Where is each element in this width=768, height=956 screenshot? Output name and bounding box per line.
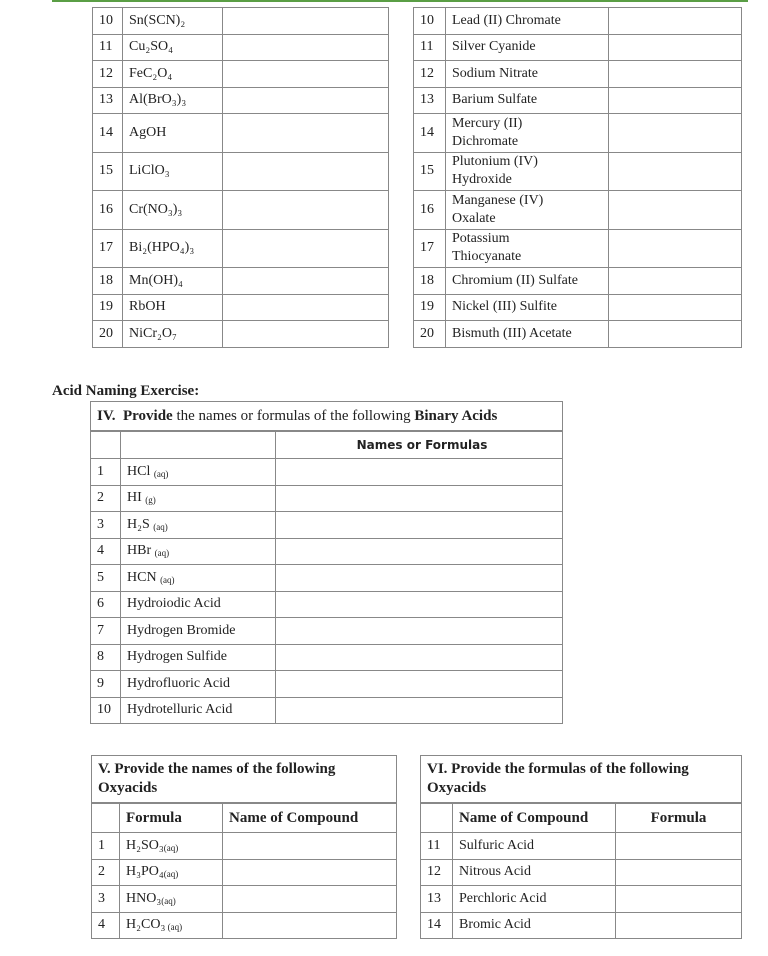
row-number: 19 xyxy=(414,294,446,321)
row-number: 8 xyxy=(91,644,121,671)
row-number: 19 xyxy=(93,294,123,321)
caption-line: V. Provide the names of the following xyxy=(98,761,336,777)
name-cell xyxy=(446,152,609,191)
row-number: 9 xyxy=(91,671,121,698)
formula-cell: RbOH xyxy=(123,294,223,321)
answer-cell[interactable] xyxy=(223,294,389,321)
name-cell: Bromic Acid xyxy=(453,912,616,939)
answer-cell[interactable] xyxy=(276,512,563,539)
name-cell: Nitrous Acid xyxy=(453,859,616,886)
state-label: (aq) xyxy=(160,574,175,585)
formula-cell: Cr(NO₃)₃ xyxy=(123,191,223,230)
table-row xyxy=(91,538,563,565)
table-row xyxy=(414,294,742,321)
oxyacid-names-table xyxy=(91,755,397,939)
state-label: (aq) xyxy=(163,842,179,853)
caption-line: Oxyacids xyxy=(98,780,158,796)
formula-cell: Bi₂(HPO₄)₃ xyxy=(123,229,223,268)
answer-cell[interactable] xyxy=(276,644,563,671)
table-row xyxy=(414,321,742,348)
formula-cell xyxy=(120,886,223,913)
formula-cell xyxy=(120,859,223,886)
row-number: 12 xyxy=(421,859,453,886)
row-number: 11 xyxy=(414,34,446,61)
state-label: (g) xyxy=(145,495,156,506)
row-number: 13 xyxy=(421,886,453,913)
formula-text: H₂CO₃ xyxy=(126,917,166,933)
row-number: 1 xyxy=(91,459,121,486)
acid-section-heading: Acid Naming Exercise: xyxy=(52,383,200,399)
ionic-formulas-table xyxy=(92,7,389,348)
row-number: 2 xyxy=(91,485,121,512)
state-label: (aq) xyxy=(163,869,179,880)
formula-cell: NiCr₂O₇ xyxy=(123,321,223,348)
answer-cell[interactable] xyxy=(223,191,389,230)
answer-cell[interactable] xyxy=(223,321,389,348)
table-row xyxy=(414,268,742,295)
name-header: Name of Compound xyxy=(223,803,397,833)
table-row xyxy=(91,671,563,698)
column-header-row xyxy=(91,431,563,459)
row-number: 15 xyxy=(93,152,123,191)
table-row xyxy=(91,512,563,539)
answer-cell[interactable] xyxy=(609,268,742,295)
state-label: (aq) xyxy=(153,521,168,532)
answer-cell[interactable] xyxy=(223,114,389,153)
row-number: 4 xyxy=(91,538,121,565)
table-row xyxy=(93,191,389,230)
table-row xyxy=(92,859,397,886)
row-number: 12 xyxy=(93,61,123,88)
table-row xyxy=(414,191,742,230)
state-label: (aq) xyxy=(161,895,176,906)
oxyacid-formulas-caption xyxy=(421,756,742,804)
answer-cell[interactable] xyxy=(276,485,563,512)
acid-cell xyxy=(121,459,276,486)
table-row xyxy=(91,697,563,724)
answer-cell[interactable] xyxy=(616,833,742,860)
answer-cell[interactable] xyxy=(609,321,742,348)
name-cell: Nickel (III) Sulfite xyxy=(446,294,609,321)
row-number: 10 xyxy=(414,8,446,35)
caption-line: VI. Provide the formulas of the following xyxy=(427,761,689,777)
formula-cell: Cu₂SO₄ xyxy=(123,34,223,61)
table-row xyxy=(92,912,397,939)
answer-cell[interactable] xyxy=(276,618,563,645)
table-row xyxy=(421,833,742,860)
name-cell: Chromium (II) Sulfate xyxy=(446,268,609,295)
table-row xyxy=(414,229,742,268)
acid-text: Hydrotelluric Acid xyxy=(127,702,233,718)
name-cell: Lead (II) Chromate xyxy=(446,8,609,35)
caption-text: the names or formulas of the following xyxy=(172,407,415,424)
acid-text: Hydroiodic Acid xyxy=(127,596,221,612)
state-label: (aq) xyxy=(153,468,169,479)
row-number: 14 xyxy=(93,114,123,153)
row-number: 20 xyxy=(414,321,446,348)
answer-cell[interactable] xyxy=(223,229,389,268)
table-row xyxy=(93,321,389,348)
formula-cell: Sn(SCN)₂ xyxy=(123,8,223,35)
table-row xyxy=(414,61,742,88)
acid-text: HI xyxy=(127,490,142,506)
formula-text: H₂SO₃ xyxy=(126,837,164,853)
row-number: 11 xyxy=(93,34,123,61)
row-number: 16 xyxy=(414,191,446,230)
name-cell xyxy=(446,114,609,153)
table-row xyxy=(414,8,742,35)
state-label: (aq) xyxy=(154,548,170,559)
answer-cell[interactable] xyxy=(223,61,389,88)
names-or-formulas-header: Names or Formulas xyxy=(276,431,563,459)
answer-cell[interactable] xyxy=(616,859,742,886)
answer-cell[interactable] xyxy=(616,886,742,913)
name-cell: Silver Cyanide xyxy=(446,34,609,61)
answer-cell[interactable] xyxy=(609,61,742,88)
caption-line: Oxyacids xyxy=(427,780,487,796)
acid-cell xyxy=(121,697,276,724)
answer-cell[interactable] xyxy=(609,294,742,321)
answer-cell[interactable] xyxy=(276,459,563,486)
name-cell xyxy=(446,191,609,230)
answer-cell[interactable] xyxy=(609,191,742,230)
oxyacid-names-caption xyxy=(92,756,397,804)
acid-cell xyxy=(121,538,276,565)
table-row xyxy=(93,114,389,153)
acid-cell xyxy=(121,591,276,618)
acid-text: HBr xyxy=(127,543,152,559)
table-row xyxy=(93,8,389,35)
name-header: Name of Compound xyxy=(453,803,616,833)
row-number: 12 xyxy=(414,61,446,88)
formula-cell: LiClO₃ xyxy=(123,152,223,191)
table-row xyxy=(93,87,389,114)
roman-numeral: IV. xyxy=(97,407,116,424)
table-row xyxy=(93,294,389,321)
row-number: 13 xyxy=(93,87,123,114)
formula-cell: Al(BrO₃)₃ xyxy=(123,87,223,114)
name-line: Hydroxide xyxy=(452,172,512,188)
table-row xyxy=(93,268,389,295)
acid-text: HCl xyxy=(127,463,151,479)
name-line: Thiocyanate xyxy=(452,249,522,265)
answer-cell[interactable] xyxy=(609,8,742,35)
answer-cell[interactable] xyxy=(223,87,389,114)
formula-cell: FeC₂O₄ xyxy=(123,61,223,88)
row-number: 15 xyxy=(414,152,446,191)
acid-cell xyxy=(121,512,276,539)
caption-emphasis: Binary Acids xyxy=(414,407,498,424)
table-row xyxy=(414,87,742,114)
oxyacid-formulas-table xyxy=(420,755,742,939)
table-row xyxy=(92,886,397,913)
acid-text: Hydrogen Bromide xyxy=(127,622,236,638)
top-rule xyxy=(52,0,748,2)
row-number: 16 xyxy=(93,191,123,230)
row-number: 7 xyxy=(91,618,121,645)
name-cell: Barium Sulfate xyxy=(446,87,609,114)
table-row xyxy=(91,618,563,645)
answer-cell[interactable] xyxy=(276,565,563,592)
row-number: 4 xyxy=(92,912,120,939)
column-header-row xyxy=(92,803,397,833)
name-line: Dichromate xyxy=(452,133,519,149)
answer-cell[interactable] xyxy=(223,912,397,939)
name-cell: Sulfuric Acid xyxy=(453,833,616,860)
row-number: 5 xyxy=(91,565,121,592)
ionic-names-table xyxy=(413,7,742,348)
acid-cell xyxy=(121,618,276,645)
name-line: Potassium xyxy=(452,231,510,247)
answer-cell[interactable] xyxy=(609,34,742,61)
acid-cell xyxy=(121,485,276,512)
table-row xyxy=(421,859,742,886)
acid-cell xyxy=(121,671,276,698)
binary-acids-table xyxy=(90,401,563,724)
row-number: 18 xyxy=(93,268,123,295)
row-number: 2 xyxy=(92,859,120,886)
table-row xyxy=(93,229,389,268)
row-number: 18 xyxy=(414,268,446,295)
table-row xyxy=(91,485,563,512)
answer-cell[interactable] xyxy=(276,697,563,724)
row-number: 14 xyxy=(421,912,453,939)
table-row xyxy=(91,565,563,592)
answer-cell[interactable] xyxy=(223,833,397,860)
answer-cell[interactable] xyxy=(223,34,389,61)
caption-verb: Provide xyxy=(123,407,173,424)
row-number: 13 xyxy=(414,87,446,114)
table-caption-row xyxy=(421,756,742,804)
name-cell: Sodium Nitrate xyxy=(446,61,609,88)
row-number: 6 xyxy=(91,591,121,618)
formula-cell: Mn(OH)₄ xyxy=(123,268,223,295)
table-row xyxy=(93,152,389,191)
answer-cell[interactable] xyxy=(223,8,389,35)
name-line: Plutonium (IV) xyxy=(452,154,538,170)
answer-cell[interactable] xyxy=(609,229,742,268)
table-row xyxy=(414,114,742,153)
answer-cell[interactable] xyxy=(609,87,742,114)
table-caption-row xyxy=(92,756,397,804)
answer-cell[interactable] xyxy=(223,859,397,886)
answer-cell[interactable] xyxy=(276,538,563,565)
table-row xyxy=(421,886,742,913)
row-number: 17 xyxy=(93,229,123,268)
table-row xyxy=(91,591,563,618)
table-row xyxy=(92,833,397,860)
acid-text: HCN xyxy=(127,569,157,585)
column-header-row xyxy=(421,803,742,833)
formula-cell: AgOH xyxy=(123,114,223,153)
table-caption-row xyxy=(91,402,563,432)
answer-cell[interactable] xyxy=(223,886,397,913)
answer-cell[interactable] xyxy=(276,671,563,698)
row-number: 3 xyxy=(92,886,120,913)
row-number: 14 xyxy=(414,114,446,153)
state-label: (aq) xyxy=(165,922,183,933)
row-number: 1 xyxy=(92,833,120,860)
acid-text: H₂S xyxy=(127,516,150,532)
answer-cell[interactable] xyxy=(276,591,563,618)
table-row xyxy=(414,152,742,191)
name-cell: Bismuth (III) Acetate xyxy=(446,321,609,348)
formula-text: HNO₃ xyxy=(126,890,162,906)
answer-cell[interactable] xyxy=(223,152,389,191)
formula-header: Formula xyxy=(120,803,223,833)
table-row xyxy=(414,34,742,61)
binary-caption xyxy=(91,402,563,432)
row-number: 11 xyxy=(421,833,453,860)
row-number: 3 xyxy=(91,512,121,539)
name-line: Mercury (II) xyxy=(452,115,523,131)
name-cell xyxy=(446,229,609,268)
acid-cell xyxy=(121,644,276,671)
row-number: 20 xyxy=(93,321,123,348)
formula-header: Formula xyxy=(616,803,742,833)
table-row xyxy=(93,34,389,61)
answer-cell[interactable] xyxy=(609,114,742,153)
row-number: 10 xyxy=(91,697,121,724)
formula-cell xyxy=(120,833,223,860)
formula-text: H₃PO₄ xyxy=(126,864,164,880)
name-line: Manganese (IV) xyxy=(452,192,544,208)
answer-cell[interactable] xyxy=(609,152,742,191)
table-row xyxy=(421,912,742,939)
name-line: Oxalate xyxy=(452,210,496,226)
table-row xyxy=(91,644,563,671)
formula-cell xyxy=(120,912,223,939)
table-row xyxy=(93,61,389,88)
name-cell: Perchloric Acid xyxy=(453,886,616,913)
acid-text: Hydrofluoric Acid xyxy=(127,675,231,691)
row-number: 17 xyxy=(414,229,446,268)
table-row xyxy=(91,459,563,486)
answer-cell[interactable] xyxy=(223,268,389,295)
acid-cell xyxy=(121,565,276,592)
answer-cell[interactable] xyxy=(616,912,742,939)
row-number: 10 xyxy=(93,8,123,35)
acid-text: Hydrogen Sulfide xyxy=(127,649,227,665)
